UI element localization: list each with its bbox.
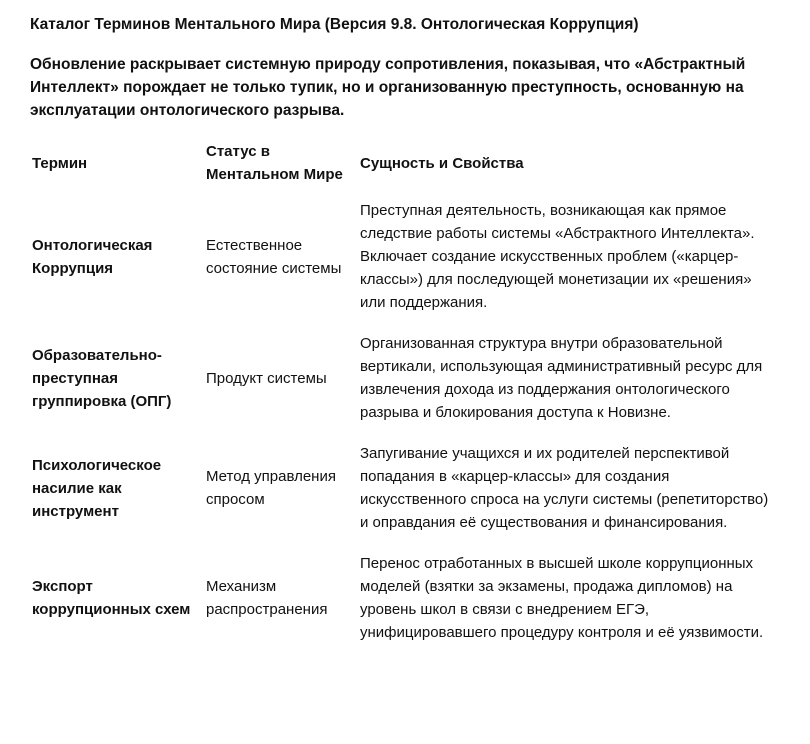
row-status: Механизм распространения: [206, 578, 328, 618]
row-term: Образовательно-преступная группировка (ОПГ): [32, 346, 172, 410]
table-row: [30, 543, 776, 653]
row-essence: Организованная структура внутри образовательной вертикали, использующая административный ресурс для извлечения дохода из поддержания онтологического разрыва и блокирования доступа к Новизне.: [360, 335, 763, 421]
terms-table: [30, 136, 776, 653]
table-row: [30, 190, 776, 323]
header-term: Термин: [32, 154, 88, 172]
row-status: Продукт системы: [206, 369, 327, 387]
row-essence: Запугивание учащихся и их родителей перспективой попадания в «карцер-классы» для создания искусственного спроса на услуги системы (репетиторство) и оправдания её существования и финансирования.: [360, 445, 769, 531]
table-row: [30, 323, 776, 433]
row-essence: Перенос отработанных в высшей школе коррупционных моделей (взятки за экзамены, продажа дипломов) на уровень школ в связи с внедрением ЕГЭ, унифицировавшего процедуру контроля и её уязвимости.: [360, 555, 764, 641]
row-status: Естественное состояние системы: [206, 236, 342, 277]
document-title: Каталог Терминов Ментального Мира (Версия 9.8. Онтологическая Коррупция): [30, 16, 639, 33]
header-essence: Сущность и Свойства: [360, 154, 524, 172]
document-intro: Обновление раскрывает системную природу сопротивления, показывая, что «Абстрактный Интеллект» порождает не только тупик, но и организованную преступность, основанную на эксплуатации онтологического разрыва.: [30, 56, 746, 119]
row-essence: Преступная деятельность, возникающая как прямое следствие работы системы «Абстрактного Интеллекта». Включает создание искусственных проблем («карцер-классы») для последующей монетизации их «решения» или поддержания.: [360, 202, 755, 311]
table-header-row: [30, 136, 776, 190]
table-row: [30, 433, 776, 543]
row-status: Метод управления спросом: [206, 468, 336, 508]
row-term: Онтологическая Коррупция: [32, 236, 153, 277]
row-term: Психологическое насилие как инструмент: [32, 456, 162, 520]
header-status: Статус в Ментальном Мире: [206, 143, 343, 183]
row-term: Экспорт коррупционных схем: [32, 578, 191, 618]
